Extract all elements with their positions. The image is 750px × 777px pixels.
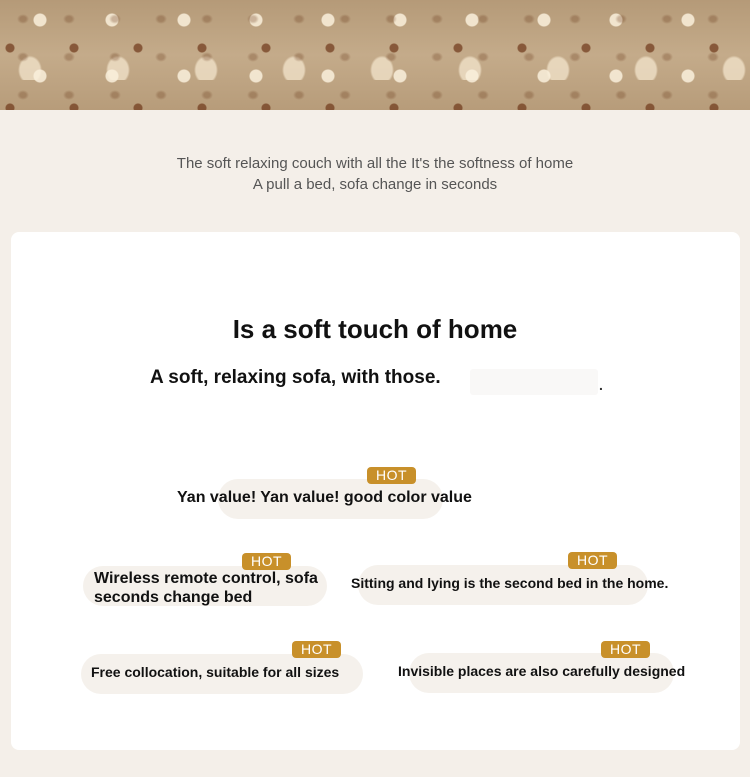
hot-badge-5: HOT bbox=[601, 641, 650, 658]
feature-text-2-line-2: seconds change bed bbox=[94, 589, 253, 606]
feature-text-1: Yan value! Yan value! good color value bbox=[177, 489, 472, 506]
intro-text bbox=[0, 153, 750, 195]
hot-badge-1: HOT bbox=[367, 467, 416, 484]
section-title: Is a soft touch of home bbox=[232, 314, 518, 344]
feature-text-3: Sitting and lying is the second bed in the home. bbox=[351, 575, 669, 591]
intro-line-2: A pull a bed, sofa change in seconds bbox=[252, 176, 498, 193]
carpet-banner-image bbox=[0, 0, 750, 110]
feature-text-4: Free collocation, suitable for all sizes bbox=[91, 664, 340, 680]
feature-text-2-line-1: Wireless remote control, sofa bbox=[94, 570, 318, 587]
intro-line-1: The soft relaxing couch with all the It's the softness of home bbox=[176, 155, 574, 172]
subheading-highlight bbox=[470, 369, 598, 395]
section-subtitle: A soft, relaxing sofa, with those. bbox=[150, 367, 441, 388]
hot-badge-2: HOT bbox=[242, 553, 291, 570]
feature-text-5: Invisible places are also carefully designed bbox=[398, 663, 686, 679]
subtitle-dot: . bbox=[599, 377, 603, 393]
hot-badge-3: HOT bbox=[568, 552, 617, 569]
hot-badge-4: HOT bbox=[292, 641, 341, 658]
